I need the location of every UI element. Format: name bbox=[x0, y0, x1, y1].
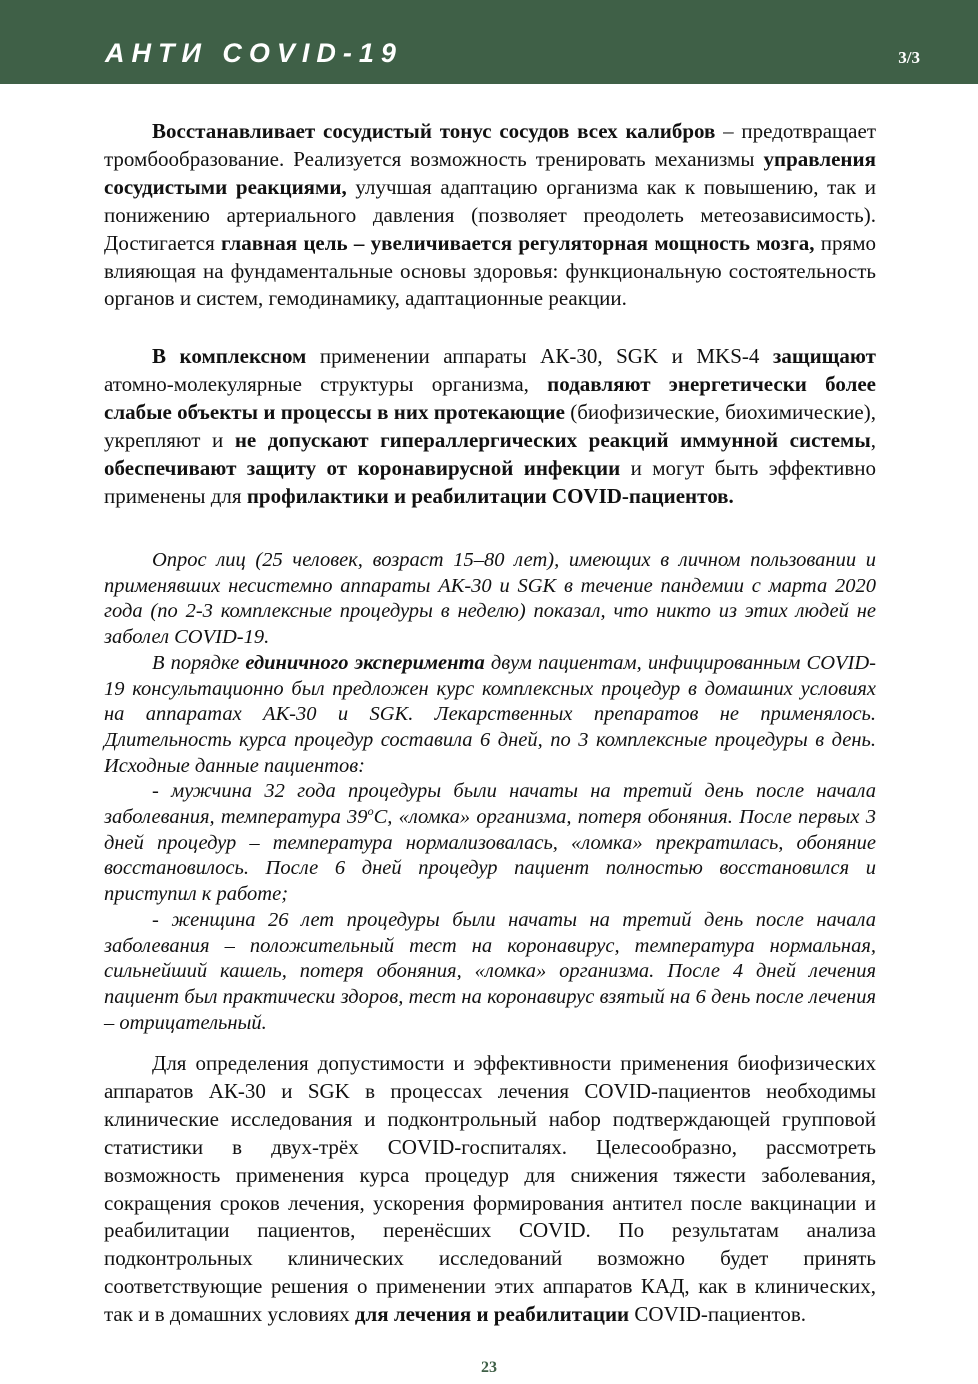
text-run: и могут быть эффективно применены для bbox=[104, 455, 876, 508]
text-run: COVID-пациентов. bbox=[629, 1302, 807, 1327]
experiment-paragraph bbox=[104, 651, 876, 780]
text-run: улучшая адаптацию организма как к повышению, так и понижению артериального давления (позволяет преодолеть метеозависимость). Достигается bbox=[104, 174, 877, 255]
bold-phrase: профилактики и реабилитации COVID-пациентов. bbox=[246, 483, 734, 508]
patient-female-paragraph: - женщина 26 лет процедуры были начаты на третий день после начала заболевания – положительный тест на коронавирус, температура нормальная, сильнейший кашель, потеря обоняния, «ломка» организма. После 4 дней лечения пациент был практически здоров, тест на коронавирус взятый на 6 день после лечения – отрицательный. bbox=[104, 908, 876, 1034]
text-run: Для определения допустимости и эффективности применения биофизических аппаратов АК-30 и SGK в процессах лечения COVID-пациентов необходимы клинические исследования и подконтрольный набор подтверждающей групповой статистики в двух-трёх COVID-госпиталях. Целесообразно, рассмотреть возможность применения курса процедур для снижения тяжести заболевания, сокращения сроков лечения, ускорения формирования антител после вакцинации и реабилитации пациентов, перенёсших COVID. По результатам анализа подконтрольных клинических исследований возможно будет принять соответствующие решения о применении этих аппаратов КАД, как в клинических, так и в домашних условиях bbox=[104, 1051, 876, 1327]
bold-phrase: Восстанавливает сосудистый тонус сосудов всех калибров bbox=[152, 119, 716, 143]
bold-phrase: защищают bbox=[772, 344, 876, 368]
text-run: - мужчина 32 года процедуры были начаты на третий день после начала заболевания, температура 39 bbox=[104, 780, 876, 829]
text-run: (биофизические, биохимические), укрепляют и bbox=[104, 399, 876, 452]
bold-phrase: главная цель – увеличивается регуляторная мощность мозга, bbox=[221, 230, 815, 255]
paragraph-vascular-tone bbox=[104, 118, 876, 313]
header-bar bbox=[0, 0, 978, 84]
bold-phrase: не допускают гипераллергических реакций иммунной системы bbox=[234, 427, 871, 452]
bold-phrase: единичного эксперимента bbox=[245, 651, 485, 674]
header-title: АНТИ COVID-19 bbox=[105, 38, 403, 68]
patient-male-paragraph bbox=[104, 779, 876, 908]
bold-phrase: обеспечивают защиту от коронавирусной инфекции bbox=[104, 455, 621, 480]
text-run: С, «ломка» организма, потеря обоняния. После первых 3 дней процедур – температура нормализовалась, «ломка» прекратилась, обоняние восстановилось. После 6 дней процедур пациент полностью восстановился и приступил к работе; bbox=[104, 806, 876, 906]
survey-paragraph: Опрос лиц (25 человек, возраст 15–80 лет), имеющих в личном пользовании и применявших несистемно аппараты АК-30 и SGK в течение пандемии с марта 2020 года (по 2-3 комплексные процедуры в неделю) показал, что никто из этих людей не заболел COVID-19. bbox=[104, 549, 876, 649]
bold-phrase: для лечения и реабилитации bbox=[354, 1302, 630, 1327]
bold-phrase: В комплексном bbox=[152, 344, 307, 368]
paragraph-text bbox=[104, 118, 876, 313]
paragraph-text bbox=[104, 343, 876, 510]
text-run: атомно-молекулярные структуры организма, bbox=[104, 371, 548, 396]
text-run: прямо влияющая на фундаментальные основы здоровья: функциональную состоятельность органов и систем, гемодинамику, адаптационные реакции. bbox=[104, 230, 876, 311]
page-indicator: 3/3 bbox=[898, 48, 920, 67]
text-run: – предотвращает тромбообразование. Реализуется возможность тренировать механизмы bbox=[104, 119, 877, 171]
bold-phrase: управления сосудистыми реакциями, bbox=[104, 146, 876, 199]
text-run: В порядке bbox=[152, 651, 246, 674]
paragraph-complex-use bbox=[104, 343, 876, 510]
page-number: 23 bbox=[481, 1359, 497, 1376]
bold-phrase: подавляют энергетически более слабые объекты и процессы в них протекающие bbox=[104, 371, 876, 424]
italic-case-block bbox=[104, 548, 876, 1036]
text-run: , bbox=[870, 427, 876, 452]
paragraph-clinical-research bbox=[104, 1050, 876, 1329]
paragraph-text bbox=[104, 1050, 876, 1329]
text-run: применении аппараты АК-30, SGK и MKS-4 bbox=[306, 344, 773, 368]
degree-superscript: o bbox=[367, 804, 374, 819]
text-run: двум пациентам, инфицированным COVID-19 консультационно был предложен курс комплексных процедур в домашних условиях на аппаратах АК-30 и SGK. Лекарственных препаратов не применялось. Длительность курса процедур составила 6 дней, по 3 комплексные процедуры в день. Исходные данные пациентов: bbox=[104, 651, 876, 777]
